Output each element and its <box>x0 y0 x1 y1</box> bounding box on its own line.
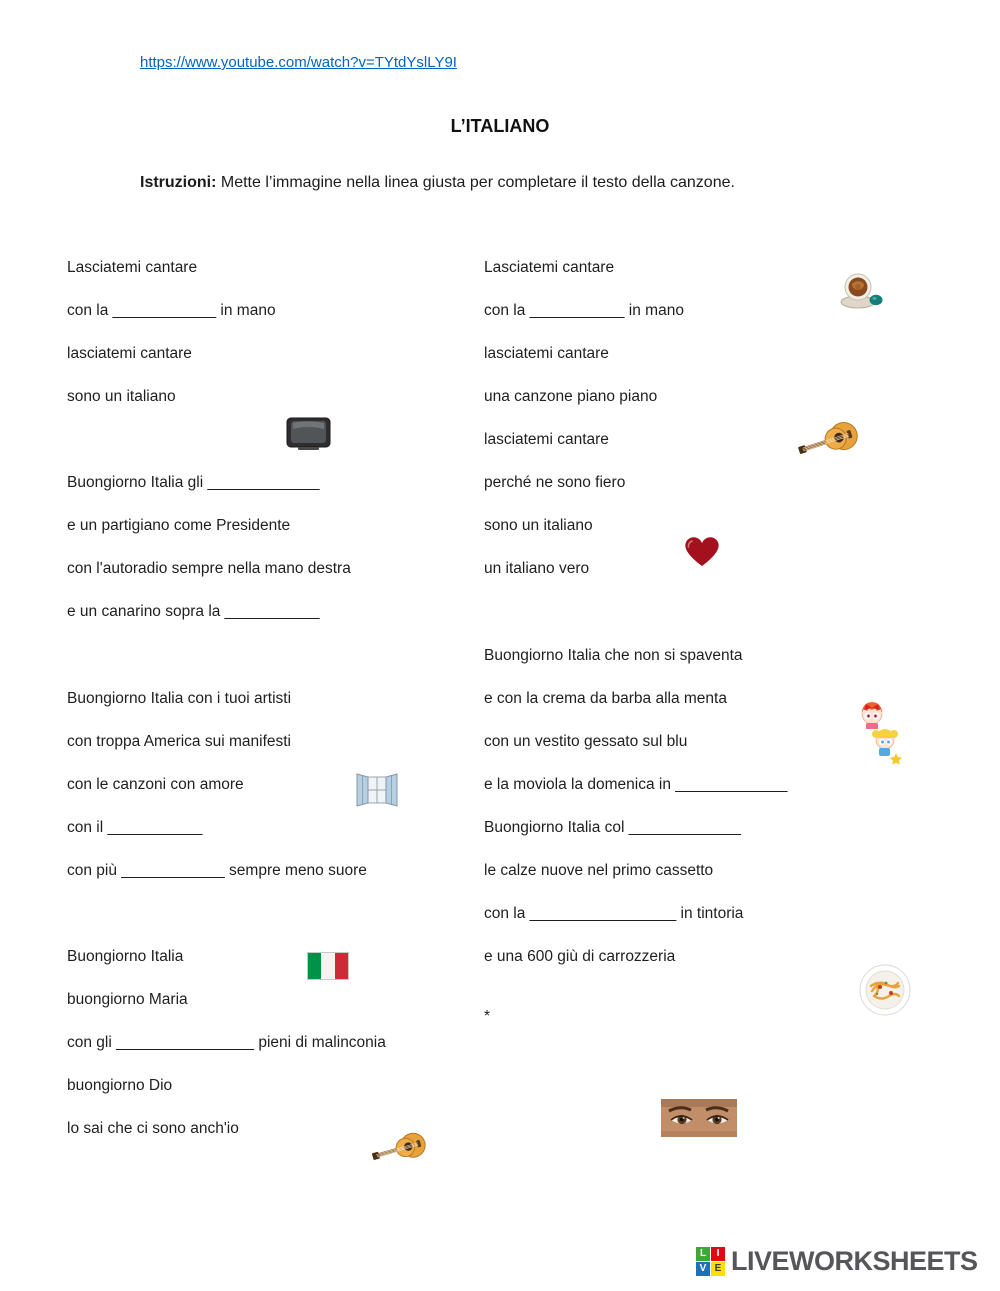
italian-flag-icon <box>307 952 349 980</box>
guitar-left-image[interactable] <box>372 1128 432 1177</box>
guitar-icon <box>372 1128 432 1172</box>
window-image[interactable] <box>355 773 399 812</box>
guitar-icon <box>798 418 866 464</box>
lyric-line: e un partigiano come Presidente <box>67 517 291 534</box>
lyric-line: lasciatemi cantare <box>484 431 609 448</box>
liveworksheets-wordmark: LIVEWORKSHEETS <box>731 1246 978 1276</box>
lyric-line: buongiorno Dio <box>67 1077 173 1094</box>
lyric-line-blank[interactable]: con la ____________ in mano <box>67 302 276 319</box>
lyric-line: Lasciatemi cantare <box>67 259 198 276</box>
lyric-line: con un vestito gessato sul blu <box>484 733 688 750</box>
lyric-line: le calze nuove nel primo cassetto <box>484 862 714 879</box>
logo-tile: V <box>696 1262 710 1276</box>
liveworksheets-logo[interactable] <box>696 1246 978 1277</box>
lyric-line: buongiorno Maria <box>67 991 188 1008</box>
pasta-image[interactable] <box>858 963 912 1022</box>
lyric-line: una canzone piano piano <box>484 388 658 405</box>
lyric-line-blank[interactable]: Buongiorno Italia col _____________ <box>484 819 741 836</box>
page-title: L’ITALIANO <box>450 116 550 136</box>
lyric-line-blank[interactable]: Buongiorno Italia gli _____________ <box>67 474 320 491</box>
lyric-line: lo sai che ci sono anch'io <box>67 1120 239 1137</box>
lyric-line: un italiano vero <box>484 560 590 577</box>
eyes-photo-icon <box>661 1099 737 1137</box>
heart-icon <box>680 531 724 569</box>
instructions-text: Mette l’immagine nella linea giusta per completare il testo della canzone. <box>216 174 735 191</box>
lyric-line-blank[interactable]: con la _________________ in tintoria <box>484 905 744 922</box>
espresso-icon <box>838 268 884 312</box>
window-icon <box>355 773 399 807</box>
lyric-line: lasciatemi cantare <box>484 345 609 362</box>
lyric-line: Lasciatemi cantare <box>484 259 615 276</box>
lyric-line-blank[interactable]: e la moviola la domenica in _____________ <box>484 776 788 793</box>
guitar-right-image[interactable] <box>798 418 866 469</box>
espresso-image[interactable] <box>838 268 884 317</box>
pasta-icon <box>858 963 912 1017</box>
lyric-line: sono un italiano <box>484 517 593 534</box>
lyric-line: Buongiorno Italia con i tuoi artisti <box>67 690 292 707</box>
lyric-line: con le canzoni con amore <box>67 776 244 793</box>
powerpuff-image[interactable] <box>852 700 904 771</box>
italian-flag-image[interactable] <box>307 952 349 985</box>
lyric-line: perché ne sono fiero <box>484 474 626 491</box>
youtube-link[interactable]: https://www.youtube.com/watch?v=TYtdYslLY9I <box>140 54 457 71</box>
tv-image[interactable] <box>286 417 331 456</box>
lyric-line: * <box>484 1008 491 1025</box>
lyric-line: Buongiorno Italia <box>67 948 184 965</box>
logo-tile: I <box>711 1247 725 1261</box>
lyric-line-blank[interactable]: con la ___________ in mano <box>484 302 684 319</box>
instructions <box>140 170 795 196</box>
lyric-line-blank[interactable]: e un canarino sopra la ___________ <box>67 603 320 620</box>
lyric-line-blank[interactable]: con gli ________________ pieni di malinconia <box>67 1034 386 1051</box>
instructions-label: Istruzioni: <box>140 174 217 191</box>
lyric-line: con troppa America sui manifesti <box>67 733 291 750</box>
lyric-line: e una 600 giù di carrozzeria <box>484 948 676 965</box>
logo-tile: E <box>711 1262 725 1276</box>
lyric-line: con l'autoradio sempre nella mano destra <box>67 560 351 577</box>
lyric-line: e con la crema da barba alla menta <box>484 690 727 707</box>
lyric-line: sono un italiano <box>67 388 176 405</box>
heart-image[interactable] <box>680 531 724 574</box>
tv-icon <box>286 417 331 451</box>
lyric-line-blank[interactable]: con più ____________ sempre meno suore <box>67 862 367 879</box>
lyric-line: Buongiorno Italia che non si spaventa <box>484 647 743 664</box>
liveworksheets-tiles-icon <box>696 1247 725 1276</box>
lyric-line: lasciatemi cantare <box>67 345 192 362</box>
lyric-line-blank[interactable]: con il ___________ <box>67 819 203 836</box>
eyes-image[interactable] <box>661 1099 737 1142</box>
cartoon-girls-icon <box>852 700 904 766</box>
logo-tile: L <box>696 1247 710 1261</box>
